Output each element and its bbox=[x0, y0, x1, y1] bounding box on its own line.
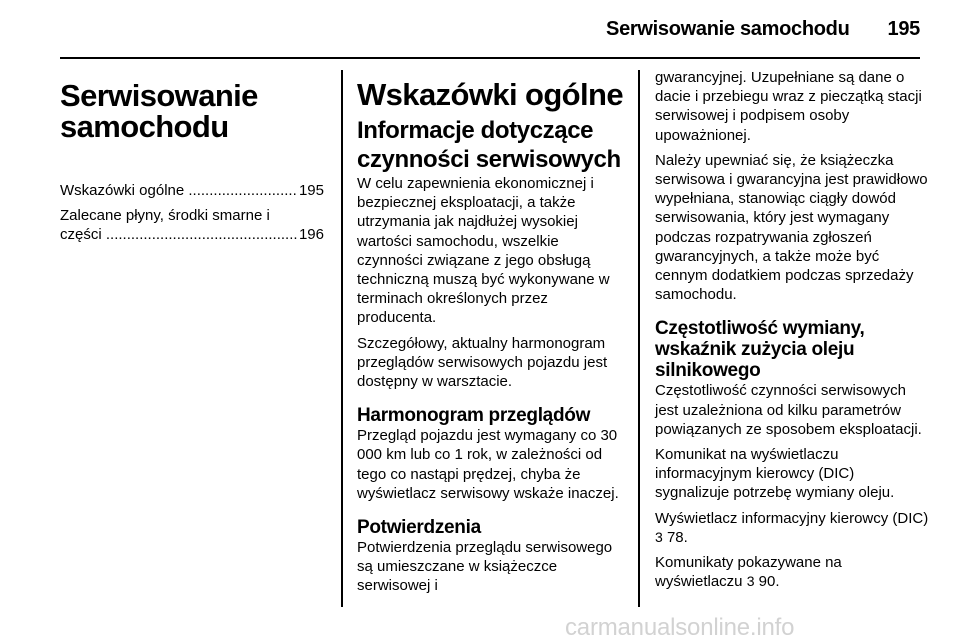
toc-entry-label: Zalecane płyny, środki smarne i bbox=[60, 207, 270, 225]
column-divider-1 bbox=[341, 70, 343, 607]
paragraph: W celu zapewnienia ekonomicznej i bezpiecznej eksploatacji, a także utrzymania jak najdłużej wysokiej wartości samochodu, wszelkie czynności związane z jego obsługą techniczną muszą być wykonywane w terminach określonych przez producenta. bbox=[357, 175, 610, 327]
paragraph: Przegląd pojazdu jest wymagany co 30 000 km lub co 1 rok, w zależności od tego co nastąpi prędzej, chyba że wyświetlacz serwisowy wskaże inaczej. bbox=[357, 427, 619, 502]
paragraph bbox=[655, 509, 930, 547]
column-1 bbox=[60, 68, 324, 251]
toc-entry-label-cont: części bbox=[60, 226, 102, 244]
subsection bbox=[655, 318, 930, 591]
paragraph: Komunikat na wyświetlaczu informacyjnym kierowcy (DIC) sygnalizuje potrzebę wymiany oleju. bbox=[655, 446, 895, 502]
paragraph bbox=[655, 553, 930, 591]
page-ref-arrow-icon: 3 bbox=[746, 573, 755, 590]
toc-entry-page: 195 bbox=[298, 182, 324, 199]
subsection bbox=[357, 517, 625, 596]
column-2 bbox=[357, 68, 625, 602]
page-reference-link[interactable]: 90. bbox=[758, 573, 780, 591]
toc-entry[interactable] bbox=[60, 206, 324, 244]
paragraph: Szczegółowy, aktualny harmonogram przeglądów serwisowych pojazdu jest dostępny w warsztacie. bbox=[357, 334, 608, 391]
paragraph: gwarancyjnej. Uzupełniane są dane o dacie i przebiegu wraz z pieczątką stacji serwisowej i podpisem osoby upoważnionej. bbox=[655, 69, 922, 144]
subsection-heading: Harmonogram przeglądów bbox=[357, 405, 591, 427]
subsection-heading: Potwierdzenia bbox=[357, 517, 481, 539]
paragraph: Częstotliwość czynności serwisowych jest uzależniona od kilku parametrów powiązanych ze sposobem eksploatacji. bbox=[655, 382, 922, 438]
column-divider-2 bbox=[638, 70, 640, 607]
page-number: 195 bbox=[887, 18, 920, 40]
subsection-heading: Częstotliwość wymiany, wskaźnik zużycia oleju silnikowego bbox=[655, 318, 865, 382]
subsection bbox=[357, 405, 625, 503]
toc-leader-dots bbox=[188, 181, 297, 200]
paragraph-text: Wyświetlacz informacyjny kierowcy (DIC) bbox=[655, 509, 929, 527]
page-header bbox=[60, 18, 920, 46]
header-rule bbox=[60, 57, 920, 59]
toc-entry-label: Wskazówki ogólne bbox=[60, 182, 185, 199]
paragraph-text: Komunikaty pokazywane na wyświetlaczu bbox=[655, 554, 842, 591]
subsection-heading: Informacje dotyczące czynności serwisowych bbox=[357, 117, 621, 173]
toc-entry[interactable] bbox=[60, 181, 324, 200]
paragraph: Potwierdzenia przeglądu serwisowego są umieszczane w książeczce serwisowej i bbox=[357, 539, 613, 595]
chapter-toc bbox=[60, 181, 324, 245]
paragraph: Należy upewniać się, że książeczka serwisowa i gwarancyjna jest prawidłowo wypełniana, stanowiąc ciągły dowód serwisowania, który jest wymagany podczas rozpatrywania zgłoszeń gwarancyjnych, a także może być cennym dodatkiem podczas sprzedaży samochodu. bbox=[655, 151, 928, 304]
watermark: carmanualsonline.info bbox=[565, 614, 795, 641]
column-3 bbox=[655, 68, 930, 597]
section-title: Wskazówki ogólne bbox=[357, 77, 623, 112]
toc-leader-dots bbox=[106, 225, 297, 244]
page-reference-link[interactable]: 78. bbox=[666, 528, 688, 546]
running-title: Serwisowanie samochodu bbox=[606, 18, 850, 40]
page-ref-arrow-icon: 3 bbox=[655, 528, 663, 545]
toc-entry-page: 196 bbox=[298, 226, 324, 244]
chapter-title: Serwisowanie samochodu bbox=[60, 78, 258, 144]
